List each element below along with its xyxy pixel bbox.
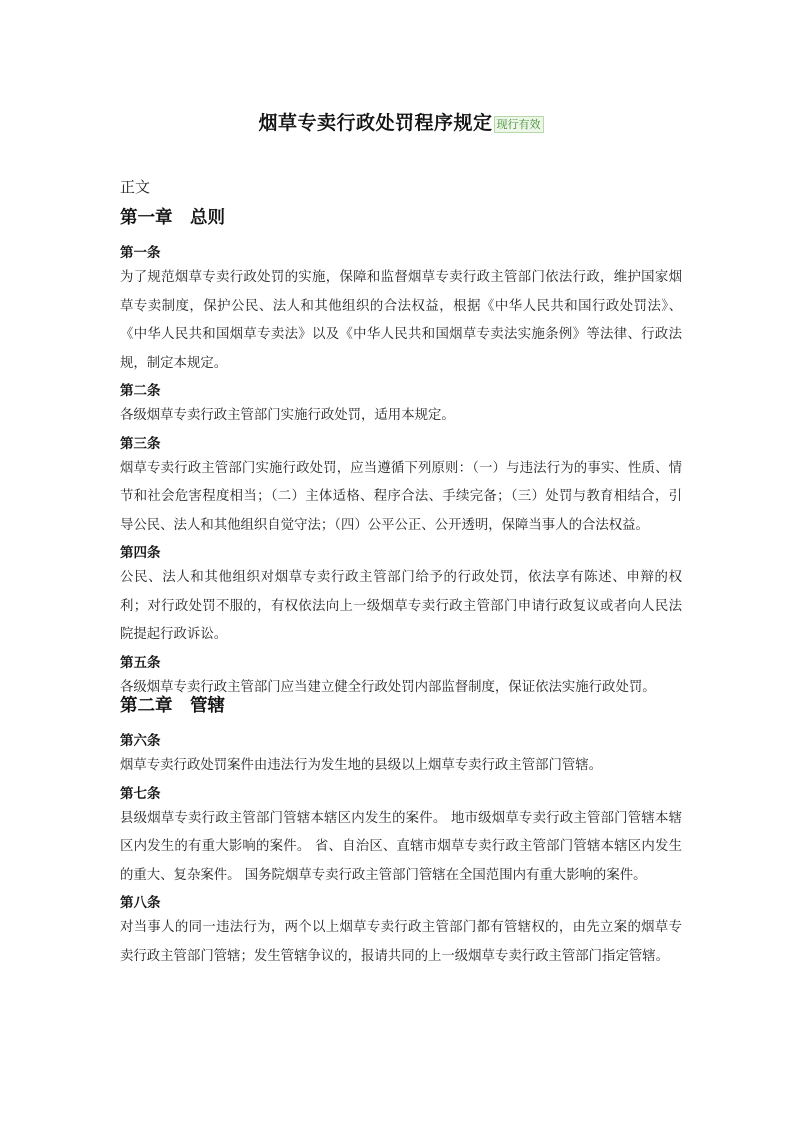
title-row xyxy=(120,108,682,135)
document-title: 烟草专卖行政处罚程序规定 xyxy=(258,112,493,134)
article-text: 县级烟草专卖行政主管部门管辖本辖区内发生的案件。 地市级烟草专卖行政主管部门管辖本辖区内发生的有重大影响的案件。 省、自治区、直辖市烟草专卖行政主管部门管辖本辖区内发生的重大、复杂案件。 国务院烟草专卖行政主管部门管辖在全国范围内有重大影响的案件。 xyxy=(120,810,682,883)
article-title: 第三条 xyxy=(120,435,161,452)
article-title: 第八条 xyxy=(120,895,161,911)
status-badge[interactable]: 现行有效 xyxy=(494,116,544,133)
chapter-heading: 第一章 总则 xyxy=(120,208,225,228)
article-title: 第一条 xyxy=(120,245,161,261)
article-title: 第七条 xyxy=(120,785,161,802)
chapter-heading: 第二章 管辖 xyxy=(120,696,225,716)
article-title: 第六条 xyxy=(120,733,161,749)
article-title: 第四条 xyxy=(120,545,161,561)
article-text: 为了规范烟草专卖行政处罚的实施，保障和监督烟草专卖行政主管部门依法行政，维护国家烟草专卖制度，保护公民、法人和其他组织的合法权益，根据《中华人民共和国行政处罚法》、《中华人民共和国烟草专卖法》以及《中华人民共和国烟草专卖法实施条例》等法律、行政法规，制定本规定。 xyxy=(120,270,682,371)
article-title: 第二条 xyxy=(120,383,161,399)
article-text: 公民、法人和其他组织对烟草专卖行政主管部门给予的行政处罚，依法享有陈述、申辩的权利；对行政处罚不服的，有权依法向上一级烟草专卖行政主管部门申请行政复议或者向人民法院提起行政诉讼。 xyxy=(120,570,682,642)
chapter-1 xyxy=(120,206,682,702)
article-text: 各级烟草专卖行政主管部门应当建立健全行政处罚内部监督制度，保证依法实施行政处罚。 xyxy=(120,679,656,695)
article-text: 对当事人的同一违法行为，两个以上烟草专卖行政主管部门都有管辖权的，由先立案的烟草专卖行政主管部门管辖；发生管辖争议的，报请共同的上一级烟草专卖行政主管部门指定管辖。 xyxy=(120,920,682,964)
chapter-2 xyxy=(120,694,682,971)
article-text: 烟草专卖行政处罚案件由违法行为发生地的县级以上烟草专卖行政主管部门管辖。 xyxy=(120,758,603,773)
article-title: 第五条 xyxy=(120,654,161,671)
article-text: 烟草专卖行政主管部门实施行政处罚，应当遵循下列原则：（一）与违法行为的事实、性质、情节和社会危害程度相当；（二）主体适格、程序合法、手续完备；（三）处罚与教育相结合，引导公民、法人和其他组织自觉守法；（四）公平公正、公开透明，保障当事人的合法权益。 xyxy=(120,460,682,533)
section-label: 正文 xyxy=(120,178,151,196)
article-text: 各级烟草专卖行政主管部门实施行政处罚，适用本规定。 xyxy=(120,408,455,423)
